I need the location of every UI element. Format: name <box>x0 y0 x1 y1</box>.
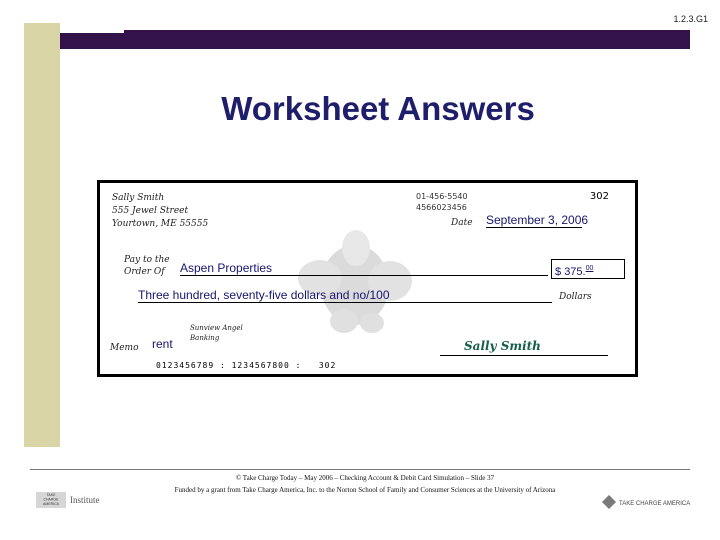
dollars-label: Dollars <box>559 292 592 302</box>
logo-word-institute: Institute <box>70 495 100 505</box>
left-accent-bar <box>24 23 60 447</box>
written-amount-field: Three hundred, seventy-five dollars and no/100 <box>138 288 552 303</box>
check-number: 302 <box>589 191 609 202</box>
routing-line-1: 01-456-5540 <box>416 192 468 201</box>
payer-address <box>112 192 208 231</box>
memo-label: Memo <box>110 343 139 353</box>
date-label: Date <box>451 218 473 228</box>
routing-line-2: 4566023456 <box>416 203 467 212</box>
signature-line <box>440 355 608 356</box>
memo-field: rent <box>152 337 173 351</box>
footer-copyright: © Take Charge Today – May 2006 – Checking Account & Debit Card Simulation – Slide 37 <box>235 474 495 482</box>
footer-divider <box>30 469 690 470</box>
bank-note <box>190 323 243 343</box>
payer-name: Sally Smith <box>112 193 165 203</box>
bank-note-line-2: Banking <box>190 334 220 342</box>
date-field: September 3, 2006 <box>486 213 589 227</box>
payer-city: Yourtown, ME 55555 <box>112 219 209 229</box>
institute-logo <box>36 488 116 512</box>
pay-to-label-line-1: Pay to the <box>124 255 170 265</box>
amount-box <box>551 259 625 279</box>
logo-word-charge: CHARGE <box>43 497 59 502</box>
dollar-sign: $ <box>555 266 562 278</box>
footer-funding: Funded by a grant from Take Charge America, Inc. to the Norton School of Family and Consumer Sciences at the University of Arizona <box>174 486 556 494</box>
bank-note-line-1: Sunview Angel <box>190 324 243 332</box>
pay-to-label <box>124 254 170 278</box>
amount-cents: 00 <box>585 265 594 272</box>
logo-word-take: TAKE <box>46 493 56 497</box>
take-charge-america-logo <box>600 493 692 511</box>
amount-main: 375. <box>564 266 586 278</box>
logo-word-america: AMERICA <box>43 502 59 506</box>
check-image <box>97 180 638 377</box>
slide-number: 1.2.3.G1 <box>673 14 708 24</box>
right-logo-text: TAKE CHARGE AMERICA <box>619 501 691 507</box>
swirl-mascot-watermark-icon <box>290 223 420 343</box>
payee-field: Aspen Properties <box>180 261 548 276</box>
footer-text <box>120 472 610 496</box>
payer-street: 555 Jewel Street <box>112 206 189 216</box>
top-accent-bar <box>60 33 690 49</box>
signature: Sally Smith <box>464 339 541 353</box>
routing-info <box>416 191 468 213</box>
slide-title: Worksheet Answers <box>221 90 535 127</box>
micr-line: 0123456789 : 1234567800 : 302 <box>156 361 337 370</box>
pay-to-label-line-2: Order Of <box>124 267 165 277</box>
